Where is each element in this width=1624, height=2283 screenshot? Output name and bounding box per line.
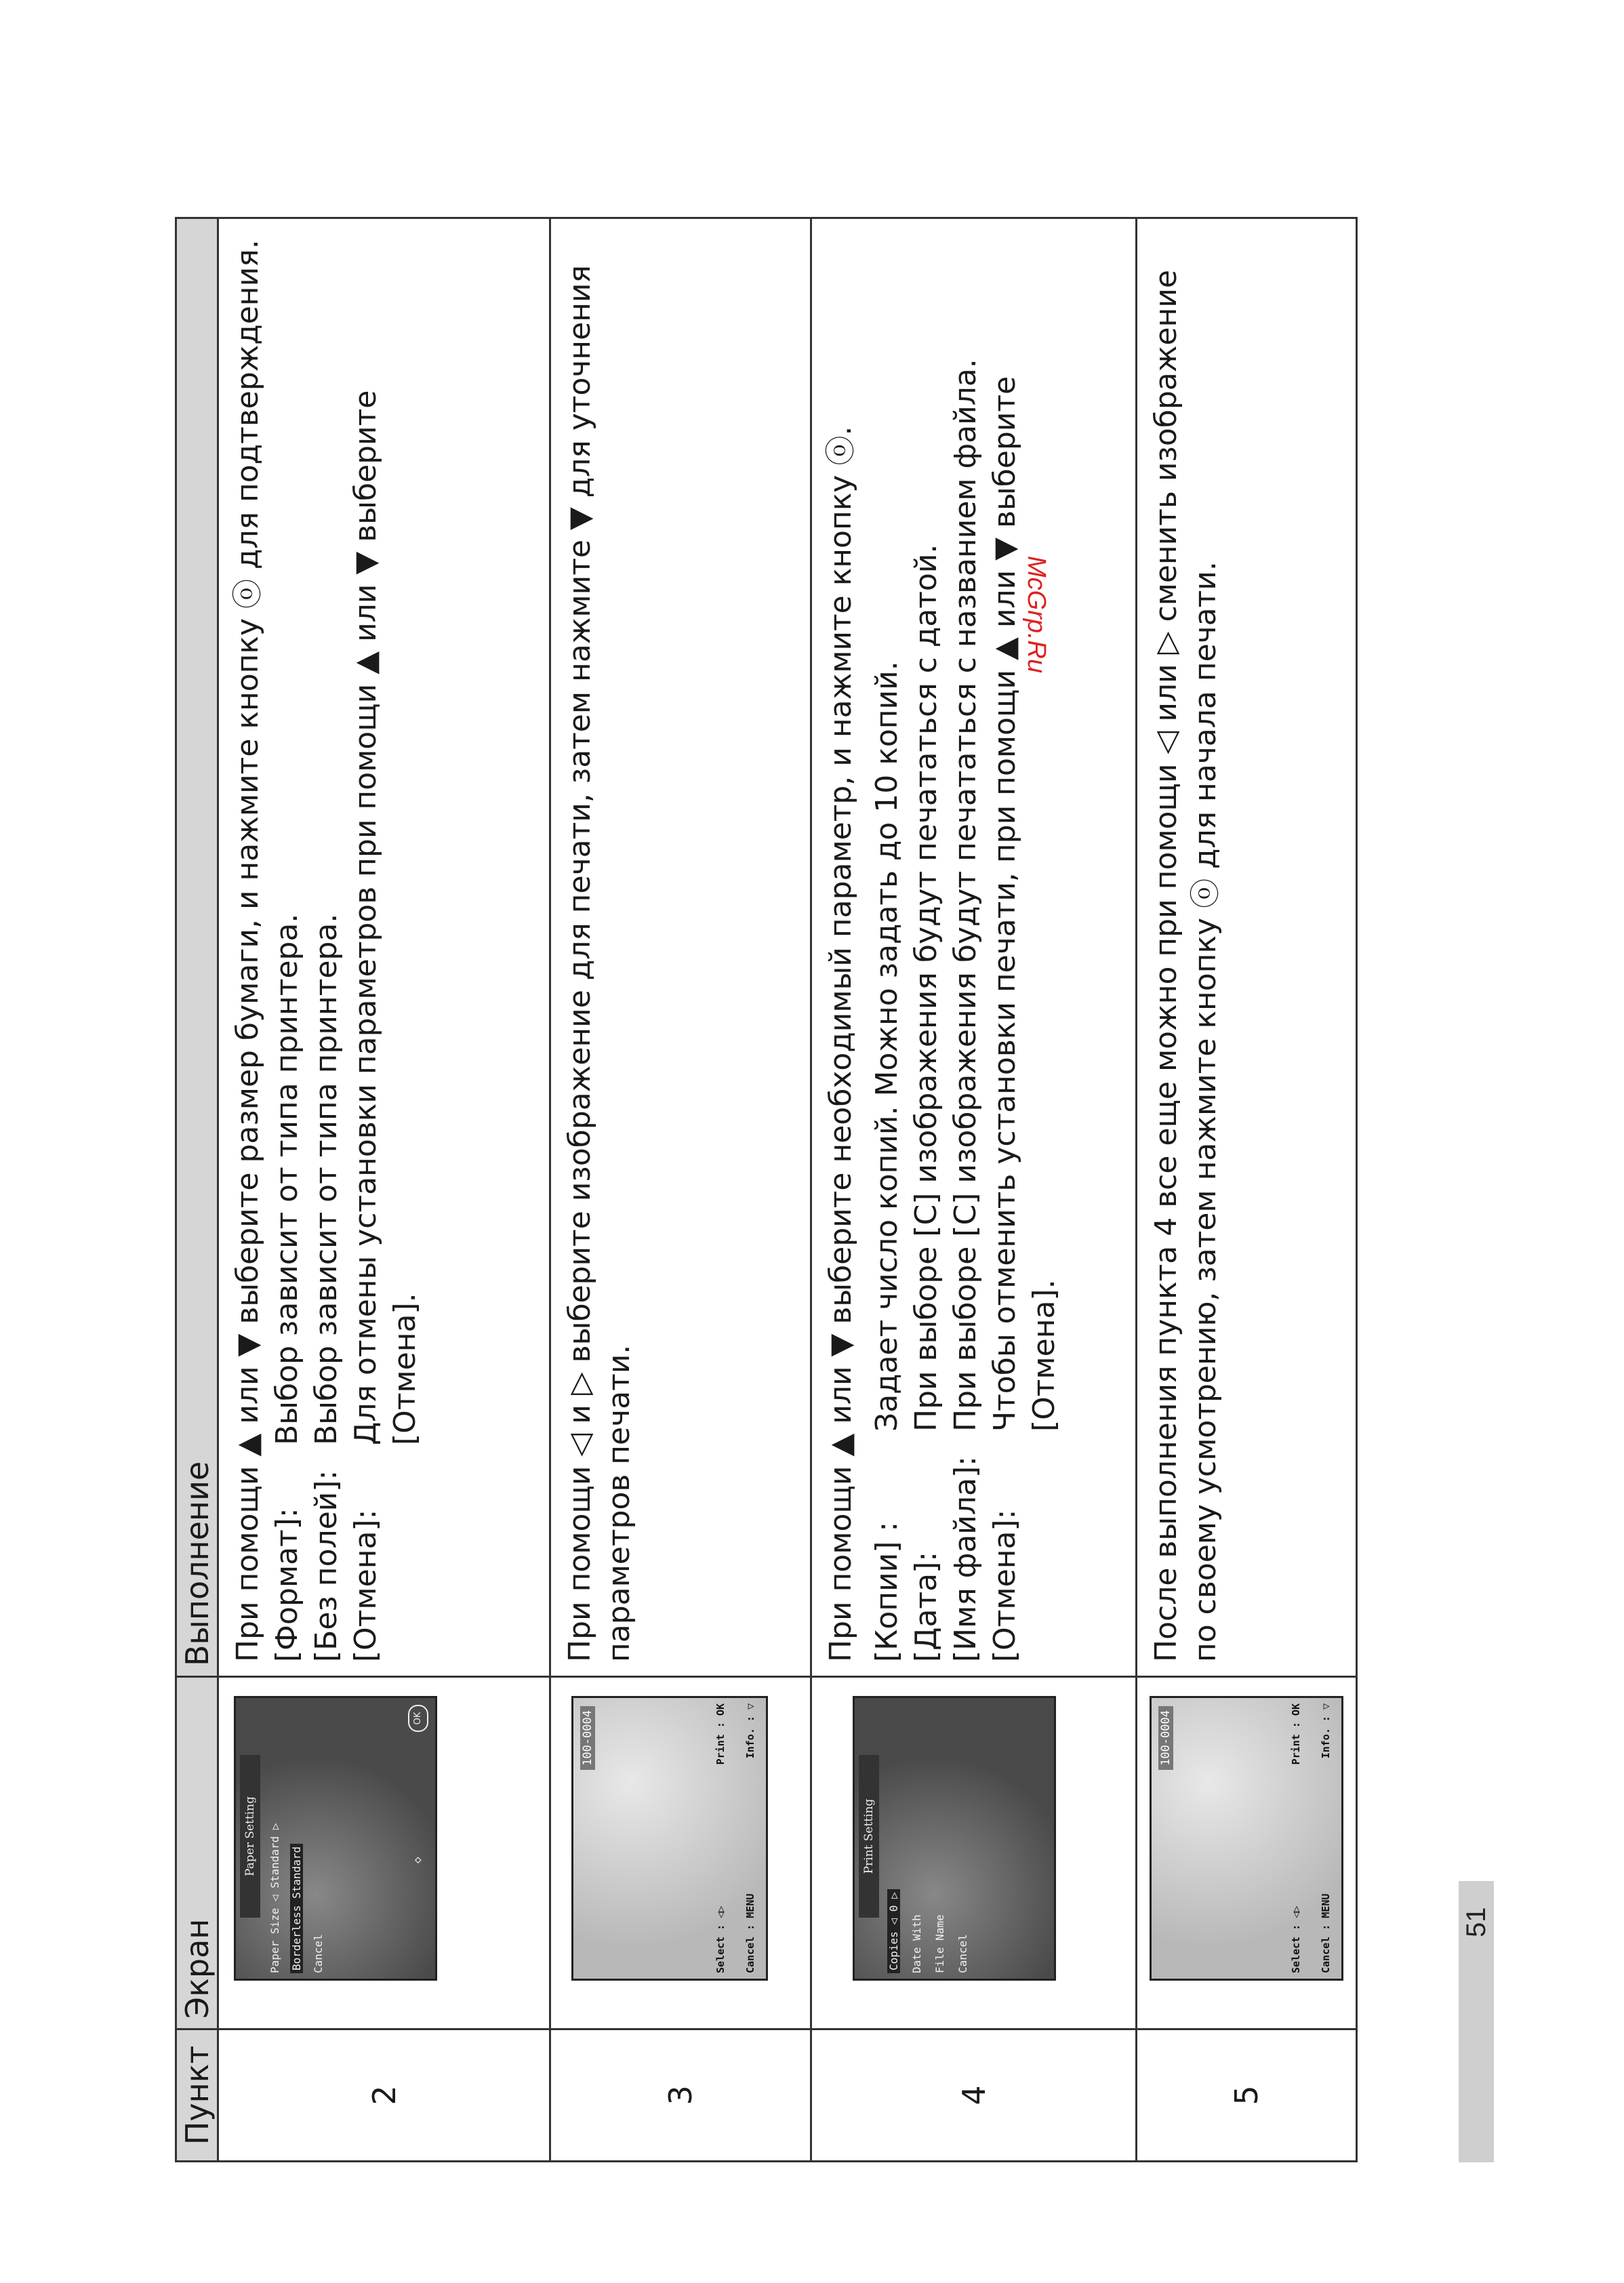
step-number: 2: [219, 2028, 549, 2160]
action-intro: При помощи ◁ и ▷ выберите изображение для печати, затем нажмите ▼ для уточнения параметров печати.: [563, 265, 636, 1662]
watermark: McGrp.Ru: [1022, 556, 1051, 674]
screen-line: Cancel: [956, 1934, 969, 1973]
def-term: [Отмена]:: [348, 1509, 383, 1662]
def-desc: При выборе [С] изображения будут печататься с названием файла.: [948, 359, 983, 1432]
screen-cell: [219, 1676, 549, 2028]
def-term: [Дата]:: [909, 1551, 943, 1662]
info-hint: Info. : ▽: [744, 1703, 756, 1759]
rotated-page: [175, 210, 1497, 2162]
action-intro: При помощи ▲ или ▼ выберите размер бумаги, и нажмите кнопку ⓞ для подтверждения.: [230, 239, 265, 1662]
step-number: 3: [551, 2028, 810, 2160]
def-term: [Имя файла]:: [948, 1456, 983, 1662]
action-cell: [219, 219, 549, 1676]
header-screen: Экран: [177, 1676, 219, 2028]
definition-list: [868, 233, 1064, 1662]
file-number: 100-0004: [1158, 1706, 1173, 1770]
screen-cell: [551, 1676, 810, 2028]
camera-screen: [571, 1696, 768, 1981]
screen-title: Print Setting: [859, 1755, 879, 1918]
screen-line: Date With: [910, 1914, 923, 1973]
action-intro: После выполнения пункта 4 все еще можно при помощи ◁ или ▷ сменить изображение по своему усмотрению, затем нажмите кнопку ⓞ для начала печати.: [1149, 270, 1223, 1662]
step-number: 5: [1137, 2028, 1356, 2160]
screen-cell: [1137, 1676, 1356, 2028]
select-hint: Select : ◁▷: [1290, 1905, 1302, 1973]
scroll-icon: ◇: [411, 1857, 424, 1863]
action-intro: При помощи ▲ или ▼ выберите необходимый параметр, и нажмите кнопку ⓞ.: [824, 426, 858, 1662]
print-hint: Print : OK: [1290, 1703, 1302, 1765]
table-row: [1137, 219, 1356, 2160]
def-desc: Чтобы отменить установки печати, при помощи ▲ или ▼ выберите [Отмена].: [988, 376, 1061, 1432]
def-desc: Задает число копий. Можно задать до 10 копий.: [870, 661, 904, 1432]
select-hint: Select : ◁▷: [714, 1905, 727, 1973]
screen-line: Borderless Standard: [290, 1844, 303, 1973]
def-desc: Выбор зависит от типа принтера.: [270, 913, 304, 1445]
camera-screen: [1150, 1696, 1343, 1981]
info-hint: Info. : ▽: [1320, 1703, 1332, 1759]
screen-line: Paper Size ◁ Standard ▷: [268, 1823, 281, 1973]
def-term: [Формат]:: [270, 1508, 304, 1662]
action-cell: [1137, 219, 1356, 1676]
camera-screen: [234, 1696, 437, 1981]
def-desc: Для отмены установки параметров при помощи ▲ или ▼ выберите [Отмена].: [348, 390, 422, 1445]
print-hint: Print : OK: [714, 1703, 727, 1765]
page-number: 51: [1461, 1907, 1491, 1937]
page-number-bar: [1459, 1881, 1494, 2162]
screen-line: Cancel: [312, 1934, 325, 1973]
action-cell: [812, 219, 1135, 1676]
screen-title: Paper Setting: [240, 1755, 260, 1918]
screen-cell: [812, 1676, 1135, 2028]
def-desc: Выбор зависит от типа принтера.: [309, 913, 344, 1445]
def-desc: При выборе [С] изображения будут печататься с датой.: [909, 544, 943, 1432]
table-row: [812, 219, 1137, 2160]
step-number: 4: [812, 2028, 1135, 2160]
cancel-hint: Cancel : MENU: [744, 1893, 756, 1973]
def-term: [Без полей]:: [309, 1470, 344, 1662]
cancel-hint: Cancel : MENU: [1320, 1893, 1332, 1973]
definition-list: [268, 233, 425, 1662]
screen-line: Copies ◁ 0 ▷: [887, 1889, 900, 1973]
ok-icon: OK: [408, 1705, 428, 1732]
instruction-table: [175, 217, 1358, 2162]
header-step: Пункт: [177, 2028, 219, 2160]
table-row: [551, 219, 812, 2160]
camera-screen: [853, 1696, 1056, 1981]
def-term: [Копии] :: [870, 1521, 904, 1662]
action-cell: [551, 219, 810, 1676]
def-term: [Отмена]:: [988, 1509, 1022, 1662]
screen-line: File Name: [933, 1914, 946, 1973]
file-number: 100-0004: [580, 1706, 595, 1770]
table-row: [219, 219, 551, 2160]
header-action: Выполнение: [177, 219, 219, 1676]
